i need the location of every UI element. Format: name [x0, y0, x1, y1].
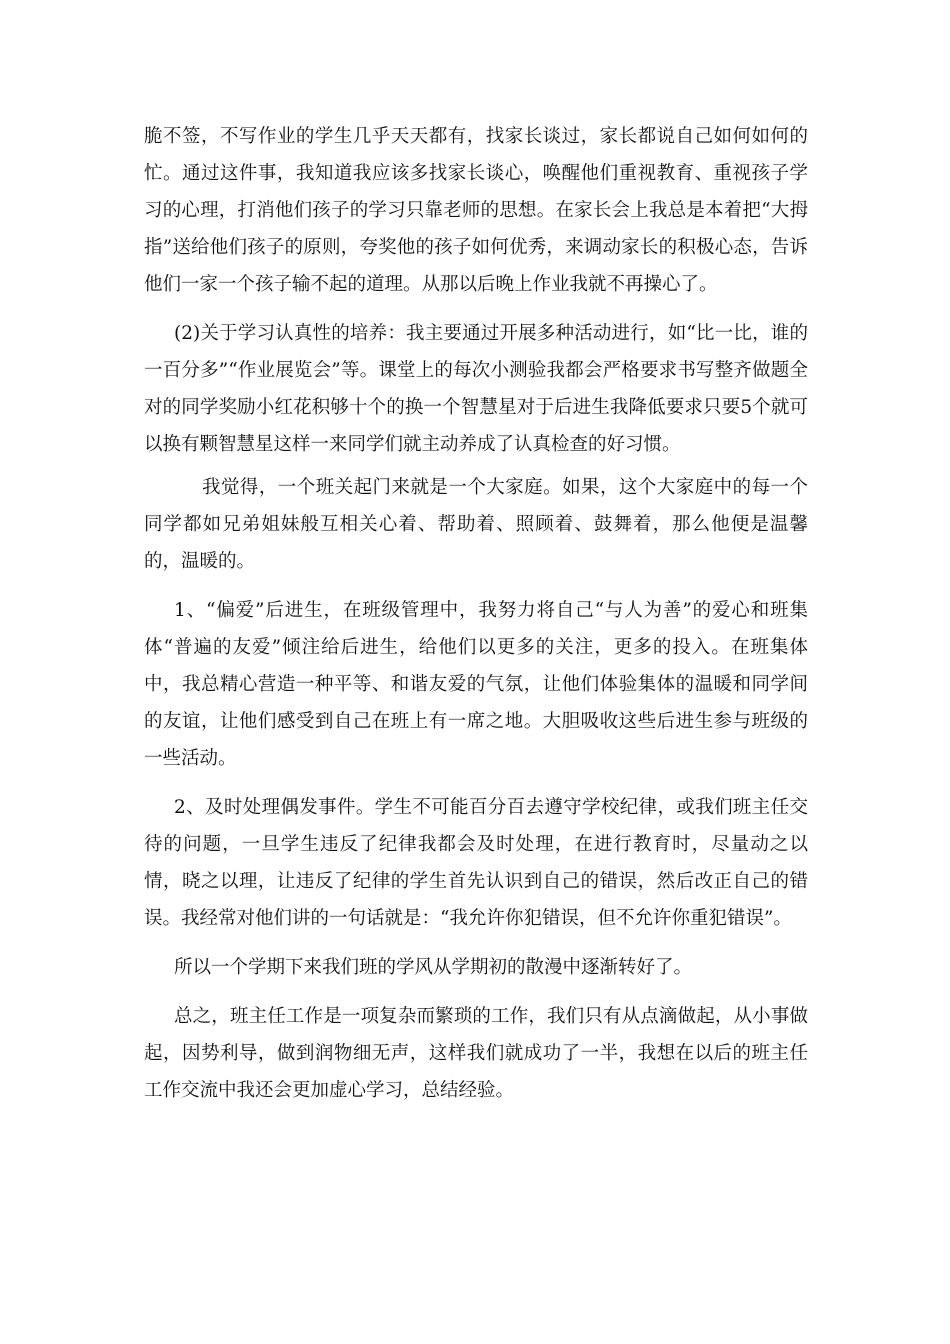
paragraph-class-family: 我觉得，一个班关起门来就是一个大家庭。如果，这个大家庭中的每一个同学都如兄弟姐妹般互相关心着、帮助着、照顾着、鼓舞着，那么他便是温馨的，温暖的。 [144, 477, 808, 572]
paragraph-result: 所以一个学期下来我们班的学风从学期初的散漫中逐渐转好了。 [174, 957, 693, 978]
paragraph-continued: 脆不签，不写作业的学生几乎天天都有，找家长谈过，家长都说自己如何如何的忙。通过这件事，我知道我应该多找家长谈心，唤醒他们重视教育、重视孩子学习的心理，打消他们孩子的学习只靠老师的思想。在家长会上我总是本着把“大拇指”送给他们孩子的原则，夸奖他的孩子如何优秀，来调动家长的积极心态，告诉他们一家一个孩子输不起的道理。从那以后晚上作业我就不再操心了。 [144, 126, 808, 295]
paragraph-point-2: 2、及时处理偶发事件。学生不可能百分百去遵守学校纪律，或我们班主任交待的问题，一旦学生违反了纪律我都会及时处理，在进行教育时，尽量动之以情，晓之以理，让违反了纪律的学生首先认识到自己的错误，然后改正自己的错误。我经常对他们讲的一句话就是：“我允许你犯错误，但不允许你重犯错误”。 [144, 797, 808, 929]
paragraph-study-habits: (2)关于学习认真性的培养：我主要通过开展多种活动进行，如“比一比，谁的一百分多”“作业展览会”等。课堂上的每次小测验我都会严格要求书写整齐做题全对的同学奖励小红花积够十个的换一个智慧星对于后进生我降低要求只要5个就可以换有颗智慧星这样一来同学们就主动养成了认真检查的好习惯。 [144, 323, 808, 455]
paragraph-point-1: 1、“偏爱”后进生，在班级管理中，我努力将自己“与人为善”的爱心和班集体“普遍的友爱”倾注给后进生，给他们以更多的关注，更多的投入。在班集体中，我总精心营造一种平等、和谐友爱的气氛，让他们体验集体的温暖和同学间的友谊，让他们感受到自己在班上有一席之地。大胆吸收这些后进生参与班级的一些活动。 [144, 600, 808, 769]
document-body [144, 118, 808, 1109]
paragraph-conclusion: 总之，班主任工作是一项复杂而繁琐的工作，我们只有从点滴做起，从小事做起，因势利导，做到润物细无声，这样我们就成功了一半，我想在以后的班主任工作交流中我还会更加虚心学习，总结经验。 [144, 1006, 808, 1101]
